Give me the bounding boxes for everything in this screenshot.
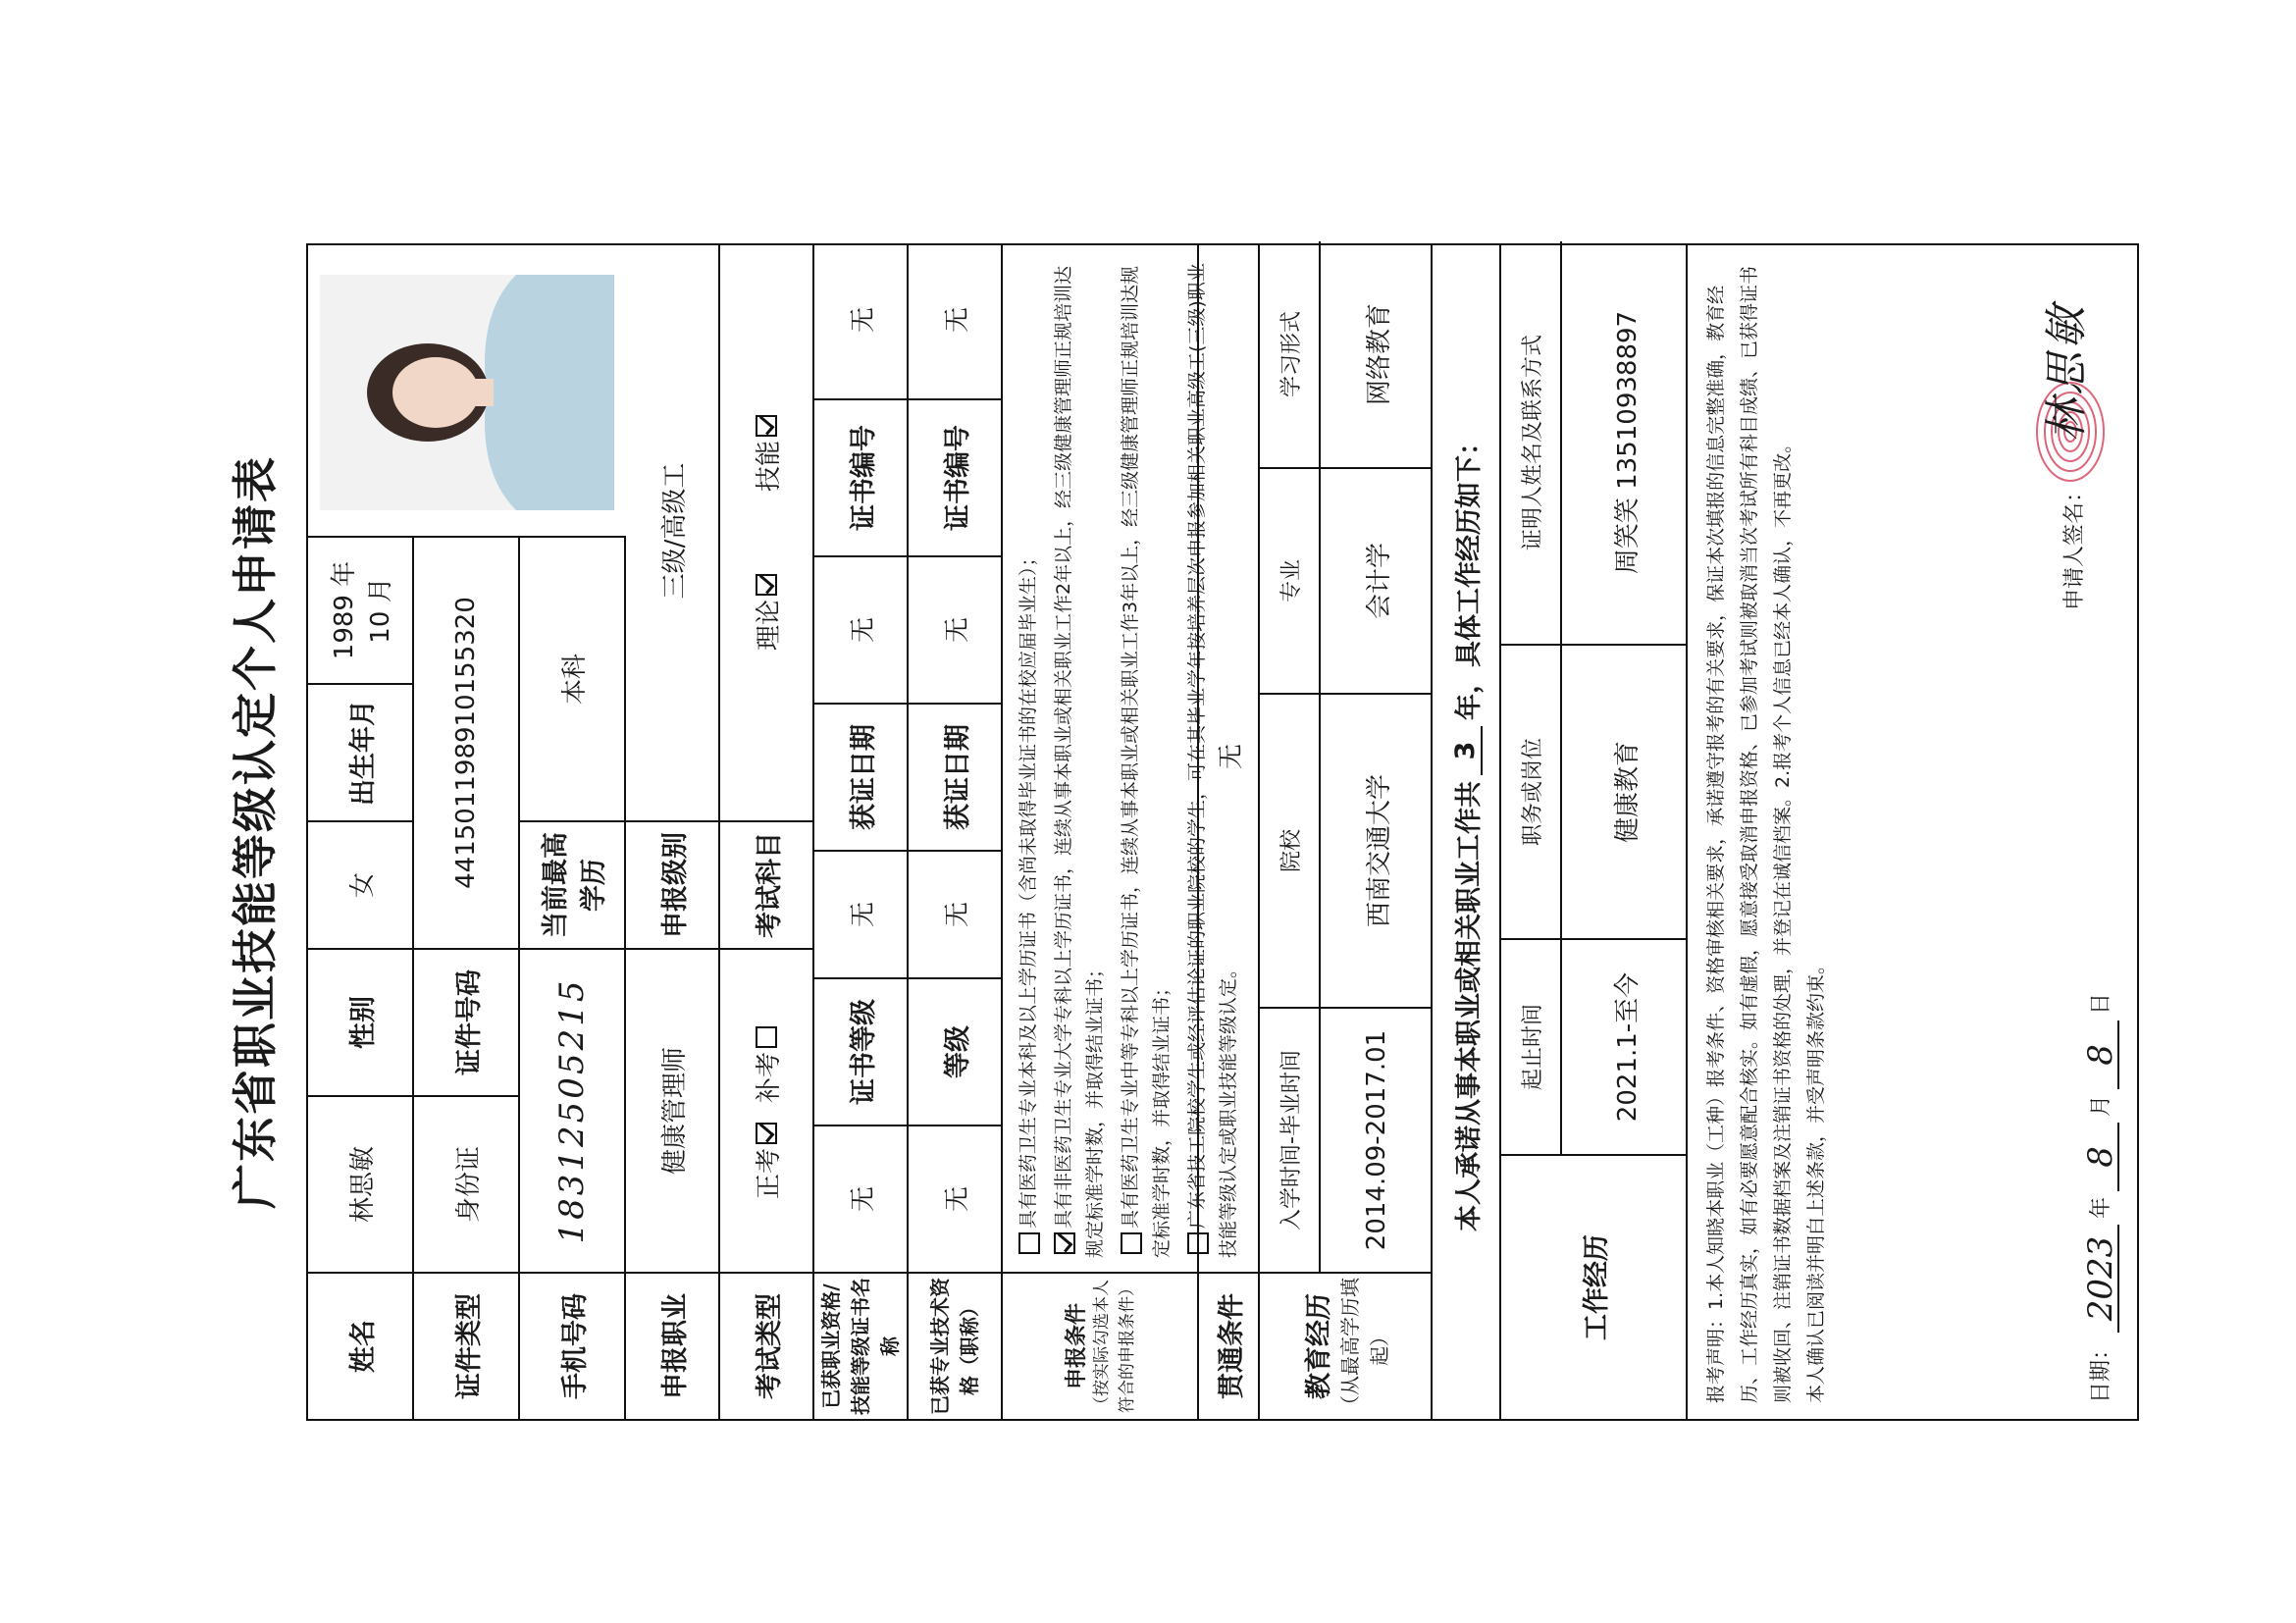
condition-item <box>1013 255 1044 1258</box>
value-tech-level: 无 <box>909 850 1001 977</box>
label-cert-date: 获证日期 <box>814 703 907 850</box>
conditions-list <box>1003 241 1239 1272</box>
label-conditions-note: （按实际勾选本人符合的申报条件） <box>1092 1280 1137 1413</box>
work-grid <box>1501 241 1686 1154</box>
edu-h-major: 专业 <box>1260 467 1319 693</box>
value-name: 林思敏 <box>308 1095 412 1272</box>
value-phone: 18312505215 <box>520 948 624 1272</box>
value-education: 本科 <box>520 536 624 820</box>
subject-theory-checkbox[interactable] <box>756 574 777 596</box>
date-day: 8 <box>2084 1021 2119 1089</box>
confirmation-text: 本人确认已阅读并明白上述条款，并受声明条款约束。 <box>1805 955 1827 1403</box>
value-through: 无 <box>1216 744 1246 770</box>
form-table <box>306 243 2139 1421</box>
condition-text: 广东省技工院校学生或经评估论证的职业院校的学生，可在其毕业学年按培养层次申报参加相关职业高级工(三级)职业技能等级认定或职业技能等级认定。 <box>1186 263 1239 1258</box>
row-declaration <box>1688 245 2137 1419</box>
work-h-contact: 证明人姓名及联系方式 <box>1520 335 1545 551</box>
value-birth: 1989 年 10 月 <box>308 536 412 683</box>
date-year-label: 年 <box>2089 1196 2113 1219</box>
value-cert-name: 无 <box>814 1125 907 1272</box>
work-statement-prefix: 本人承诺从事本职业或相关职业工作共 <box>1453 781 1485 1231</box>
row-id <box>414 536 520 1419</box>
signature-value: 林思敏 <box>2042 303 2092 442</box>
edu-h-school: 院校 <box>1260 693 1319 1007</box>
value-cert-date: 无 <box>814 555 907 703</box>
date-month: 8 <box>2084 1123 2119 1191</box>
date-year: 2023 <box>2084 1225 2119 1333</box>
condition-checkbox[interactable] <box>1121 1232 1142 1254</box>
condition-item <box>1115 255 1177 1258</box>
condition-checkbox[interactable] <box>1018 1232 1040 1254</box>
conditions-items <box>1003 241 1239 1272</box>
edu-major: 会计学 <box>1321 467 1433 693</box>
condition-item <box>1048 255 1111 1258</box>
label-through: 贯通条件 <box>1199 1272 1258 1419</box>
work-statement <box>1433 241 1499 1419</box>
condition-text: 具有医药卫生专业本科及以上学历证书（含尚未取得毕业证书的在校应届毕业生）； <box>1018 548 1039 1229</box>
value-cert-level: 无 <box>814 850 907 977</box>
edu-h-period: 入学时间-毕业时间 <box>1260 1007 1319 1272</box>
person-photo-icon <box>320 275 614 510</box>
declaration-block <box>1688 245 2137 1419</box>
date-label: 日期： <box>2089 1337 2113 1403</box>
work-h-position: 职务或岗位 <box>1501 644 1560 938</box>
label-edu: 教育经历 <box>1303 1293 1334 1399</box>
label-id-type: 证件类型 <box>414 1272 518 1419</box>
row-through <box>1199 245 1260 1419</box>
value-level: 三级/高级工 <box>659 462 690 600</box>
label-edu-note: （从最高学历填起） <box>1337 1278 1391 1415</box>
label-cert-no: 证书编号 <box>814 398 907 555</box>
label-tech-no: 证书编号 <box>909 398 1001 555</box>
label-occupation: 申报职业 <box>626 1272 718 1419</box>
signature-label: 申请人签名： <box>2062 481 2087 611</box>
label-tech-date: 获证日期 <box>909 703 1001 850</box>
label-work: 工作经历 <box>1501 1154 1686 1419</box>
row-education <box>1260 245 1433 1419</box>
exam-first-label: 正考 <box>754 1148 784 1200</box>
applicant-photo <box>308 245 626 540</box>
label-conditions: 申报条件 <box>1065 1303 1089 1390</box>
row-work-statement <box>1433 245 1501 1419</box>
row-cert <box>814 245 909 1419</box>
subject-theory-label: 理论 <box>754 600 784 652</box>
edu-grid <box>1260 241 1431 1272</box>
label-education: 当前最高学历 <box>520 820 624 948</box>
value-tech-date: 无 <box>909 555 1001 703</box>
condition-text: 具有医药卫生专业中等专科以上学历证书，连续从事本职业或相关职业工作3年以上，经三级健康管理师正规培训达规定标准学时数，并取得结业证书； <box>1120 265 1173 1258</box>
date-area <box>2081 992 2120 1403</box>
work-position: 健康教育 <box>1562 644 1688 938</box>
exam-type-options <box>720 948 812 1272</box>
label-gender: 性别 <box>308 948 412 1095</box>
exam-first-checkbox[interactable] <box>756 1123 777 1144</box>
edu-period: 2014.09-2017.01 <box>1321 1007 1433 1272</box>
edu-row <box>1321 241 1433 1272</box>
label-edu-cell <box>1260 1272 1431 1419</box>
signature-area <box>2031 285 2119 610</box>
label-conditions-cell <box>1003 1272 1197 1419</box>
work-statement-suffix: 年，具体工作经历如下： <box>1453 429 1485 720</box>
value-id-type: 身份证 <box>414 1095 518 1272</box>
edu-mode: 网络教育 <box>1364 303 1394 406</box>
value-occupation: 健康管理师 <box>626 948 718 1272</box>
label-exam-subject: 考试科目 <box>720 820 812 948</box>
subject-skill-label: 技能 <box>754 440 784 492</box>
edu-school: 西南交通大学 <box>1321 693 1433 1007</box>
value-tech-no: 无 <box>942 307 972 334</box>
label-cert-name: 已获职业资格/技能等级证书名称 <box>814 1272 907 1419</box>
exam-subject-options <box>720 241 812 820</box>
condition-text: 具有非医药卫生专业大学专科以上学历证书，连续从事本职业或相关职业工作2年以上，经三级健康管理师正规培训达规定标准学时数，并取得结业证书； <box>1053 265 1106 1258</box>
work-row <box>1562 241 1688 1154</box>
row-occupation <box>626 245 720 1419</box>
application-form <box>206 243 2139 1421</box>
label-exam-type: 考试类型 <box>720 1272 812 1419</box>
work-header <box>1501 241 1562 1154</box>
row-tech <box>909 245 1003 1419</box>
value-id-number: 441501198910155320 <box>414 536 518 948</box>
date-month-label: 月 <box>2089 1094 2113 1117</box>
label-id-number: 证件号码 <box>414 948 518 1095</box>
signature-field[interactable] <box>2031 285 2119 481</box>
value-tech-title: 无 <box>909 1125 1001 1272</box>
row-phone <box>520 536 626 1419</box>
subject-skill-checkbox[interactable] <box>756 415 777 437</box>
date-day-label: 日 <box>2089 992 2113 1015</box>
value-cert-no: 无 <box>848 307 878 334</box>
row-name <box>308 536 414 1419</box>
work-contact: 周笑笑 13510938897 <box>1612 310 1643 575</box>
condition-checkbox[interactable] <box>1054 1232 1075 1254</box>
label-cert-level: 证书等级 <box>814 977 907 1125</box>
label-tech-level: 等级 <box>909 977 1001 1125</box>
label-phone: 手机号码 <box>520 1272 624 1419</box>
declaration-text: 报考声明：1.本人知晓本职业（工种）报考条件、资格审核相关要求，承诺遵守报考的有关要求，保证本次填报的信息完整准确，教育经历、工作经历真实，如有必要愿意配合核实。如有虚假，愿意接受取消申报资格、已参加考试则被取消当次考试所有科目成绩、已获得证书则被收回、注销证书数据档案及注销证书资格的处理，并登记在诚信档案。2.报考个人信息已经本人确认，不再更改。 <box>1705 265 1794 1403</box>
label-birth: 出生年月 <box>308 683 412 820</box>
work-years: 3 <box>1450 726 1483 775</box>
work-h-period: 起止时间 <box>1501 938 1560 1154</box>
edu-header <box>1260 241 1321 1272</box>
work-period: 2021.1-至今 <box>1562 938 1688 1154</box>
label-tech-title: 已获专业技术资格（职称） <box>909 1272 1001 1419</box>
value-gender: 女 <box>308 820 412 948</box>
form-title: 广东省职业技能等级认定个人申请表 <box>229 455 282 1209</box>
label-name: 姓名 <box>308 1272 412 1419</box>
row-exam <box>720 245 814 1419</box>
label-level: 申报级别 <box>626 820 718 948</box>
exam-retake-label: 补考 <box>754 1051 784 1103</box>
row-work <box>1501 245 1688 1419</box>
exam-retake-checkbox[interactable] <box>756 1026 777 1048</box>
edu-h-mode: 学习形式 <box>1278 311 1304 398</box>
